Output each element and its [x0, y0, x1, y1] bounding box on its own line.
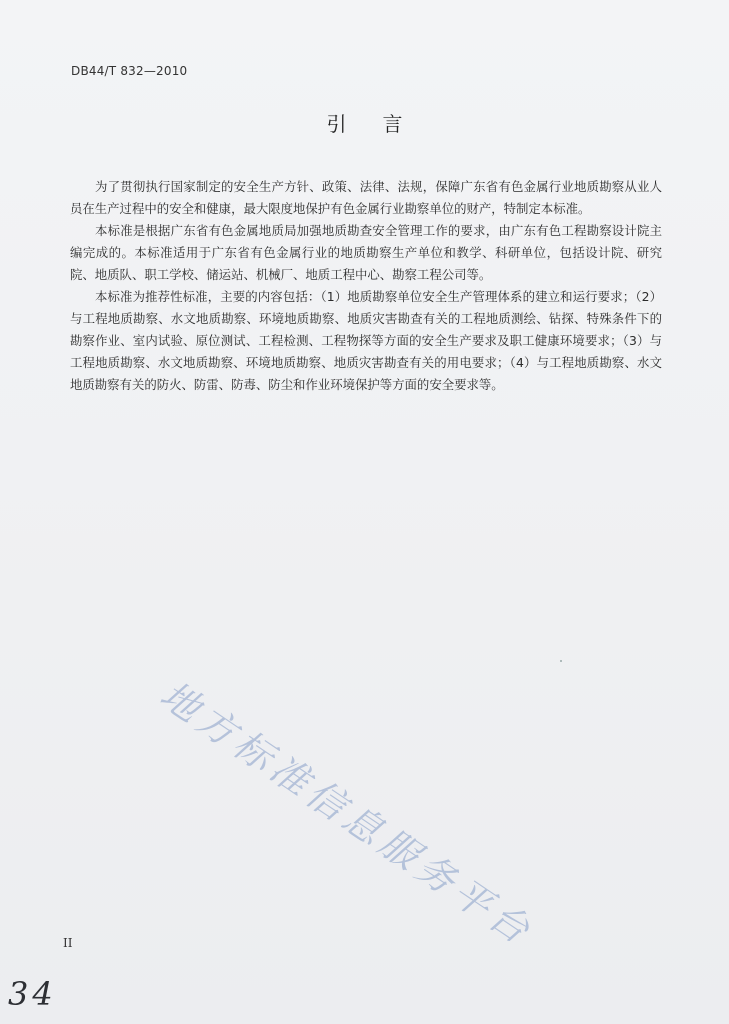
- document-code: DB44/T 832—2010: [71, 64, 188, 78]
- document-body: [70, 176, 662, 396]
- handwritten-mark: 34: [8, 975, 57, 1013]
- paragraph-purpose: 为了贯彻执行国家制定的安全生产方针、政策、法律、法规，保障广东省有色金属行业地质勘察从业人员在生产过程中的安全和健康，最大限度地保护有色金属行业勘察单位的财产，特制定本标准。: [70, 179, 662, 216]
- paragraph-contents: 本标准为推荐性标准，主要的内容包括：（1）地质勘察单位安全生产管理体系的建立和运行要求；（2）与工程地质勘察、水文地质勘察、环境地质勘察、地质灾害勘查有关的工程地质测绘、钻探、特殊条件下的勘察作业、室内试验、原位测试、工程检测、工程物探等方面的安全生产要求及职工健康环境要求；（3）与工程地质勘察、水文地质勘察、环境地质勘察、地质灾害勘查有关的用电要求；（4）与工程地质勘察、水文地质勘察有关的防火、防雷、防毒、防尘和作业环境保护等方面的安全要求等。: [70, 289, 662, 392]
- scan-speck: [560, 660, 562, 662]
- paragraph-scope: 本标准是根据广东省有色金属地质局加强地质勘查安全管理工作的要求，由广东有色工程勘察设计院主编完成的。本标准适用于广东省有色金属行业的地质勘察生产单位和教学、科研单位，包括设计院、研究院、地质队、职工学校、储运站、机械厂、地质工程中心、勘察工程公司等。: [70, 223, 662, 282]
- watermark: 地方标准信息服务平台: [152, 672, 542, 955]
- page-number: II: [63, 936, 73, 950]
- page-title: 引言: [326, 112, 439, 136]
